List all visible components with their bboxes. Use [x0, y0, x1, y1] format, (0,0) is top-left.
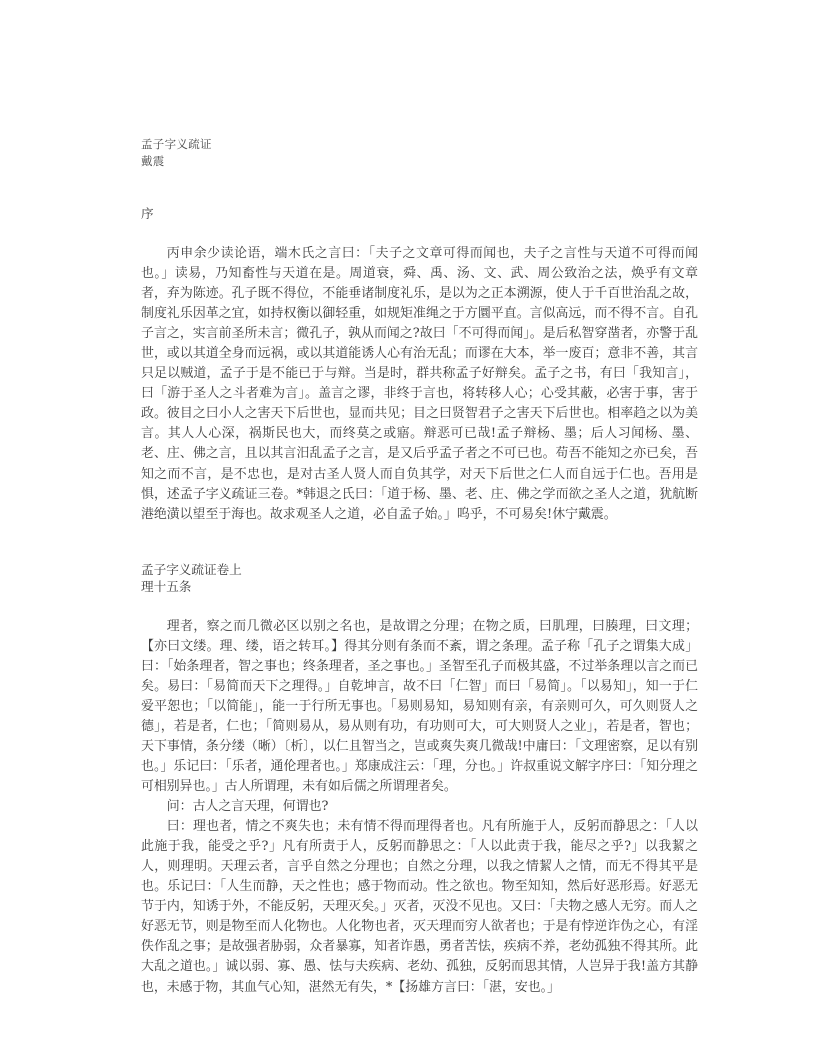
- spacer-after-preface: [141, 525, 698, 561]
- spacer-after-chapter-heading: [141, 595, 698, 617]
- document-title: 孟子字义疏证: [141, 137, 212, 151]
- document-author: 戴震: [141, 153, 165, 168]
- body-paragraph-answer: 曰：理也者，情之不爽失也；未有情不得而理得者也。凡有所施于人，反躬而静思之：「人以此施于我，能受之乎?」凡有所责于人，反躬而静思之：「人以此责于我，能尽之乎?」以我絜之人，则理明。天理云者，言乎自然之分理也；自然之分理，以我之情絜人之情，而无不得其平是也。乐记曰：「人生而静，天之性也；感于物而动。性之欲也。物至知知，然后好恶形焉。好恶无节于内，知诱于外，不能反躬，天理灭矣。」灭者，灭没不见也。又曰：「夫物之感人无穷。而人之好恶无节，则是物至而人化物也。人化物也者，灭天理而穷人欲者也；于是有悖逆诈伪之心，有淫佚作乱之事；是故强者胁弱，众者暴寡，知者诈愚，勇者苦怯，疾病不养，老幼孤独不得其所。此大乱之道也。」诚以弱、寡、愚、怯与夫疾病、老幼、孤独，反躬而思其情，人岂异于我!盖方其静也，未感于物，其血气心知，湛然无有失，*【扬雄方言曰：「湛，安也。」: [141, 819, 698, 995]
- volume-heading: 孟子字义疏证卷上: [141, 561, 242, 577]
- volume-heading-block: [141, 561, 698, 595]
- spacer-after-preface-heading: [141, 222, 698, 244]
- preface-heading: 序: [141, 206, 154, 221]
- document-title-block: [141, 136, 698, 169]
- preface-paragraph: 丙申余少读论语，端木氏之言曰：「夫子之文章可得而闻也，夫子之言性与天道不可得而闻也。」读易，乃知畜性与天道在是。周道衰，舜、禹、汤、文、武、周公致治之法，焕乎有文章者，弃为陈迹。孔子既不得位，不能垂诸制度礼乐，是以为之正本溯源，使人于千百世治乱之故，制度礼乐因革之宜，如持权衡以御轻重，如规矩准绳之于方圜平直。言似高远，而不得不言。自孔子言之，实言前圣所未言；微孔子，孰从而闻之?故曰「不可得而闻」。是后私智穿凿者，亦警于乱世，或以其道全身而远祸，或以其道能诱人心有治无乱；而谬在大本，举一废百；意非不善，其言只足以贼道，孟子于是不能已于与辩。当是时，群共称孟子好辩矣。孟子之书，有曰「我知言」，曰「游于圣人之斗者难为言」。盖言之谬，非终于言也，将转移人心；心受其蔽，必害于事，害于政。彼目之曰小人之害天下后世也，显而共见；目之曰贤智君子之害天下后世也。相率趋之以为美言。其人人心深，祸斯民也大，而终莫之或寤。辩恶可已哉!孟子辩杨、墨；后人习闻杨、墨、老、庄、佛之言，且以其言汨乱孟子之言，是又后乎孟子者之不可已也。苟吾不能知之亦已矣，吾知之而不言，是不忠也，是对古圣人贤人而自负其学，对天下后世之仁人而自远于仁也。吾用是惧，述孟子字义疏证三卷。*韩退之氏曰：「道于杨、墨、老、庄、佛之学而欲之圣人之道，犹航断港绝潢以望至于海也。故求观圣人之道，必自孟子始。」呜乎，不可易矣!休宁戴震。: [141, 246, 698, 522]
- body-paragraph-li: 理者，察之而几微必区以别之名也，是故谓之分理；在物之质，曰肌理，曰腠理，曰文理；【亦曰文缕。理、缕，语之转耳。】得其分则有条而不紊，谓之条理。孟子称「孔子之谓集大成」曰：「始条理者，智之事也；终条理者，圣之事也。」圣智至孔子而极其盛，不过举条理以言之而已矣。易曰：「易简而天下之理得。」自乾坤言，故不曰「仁智」而曰「易简」。「以易知」，知一于仁爱平恕也；「以简能」，能一于行所无事也。「易则易知，易知则有亲，有亲则可久，可久则贤人之德」，若是者，仁也；「简则易从，易从则有功，有功则可大，可大则贤人之业」，若是者，智也；天下事情，条分缕（晰）〔析〕，以仁且智当之，岂或爽失爽几微哉!中庸曰：「文理密察，足以有别也。」乐记曰：「乐者，通伦理者也。」郑康成注云：「理，分也。」许叔重说文解字序曰：「知分理之可相别异也。」古人所谓理，未有如后儒之所谓理者矣。: [141, 618, 698, 795]
- spacer-after-title: [141, 169, 698, 205]
- chapter-heading: 理十五条: [141, 578, 192, 594]
- body-paragraph-question: 问：古人之言天理，何谓也?: [166, 799, 329, 815]
